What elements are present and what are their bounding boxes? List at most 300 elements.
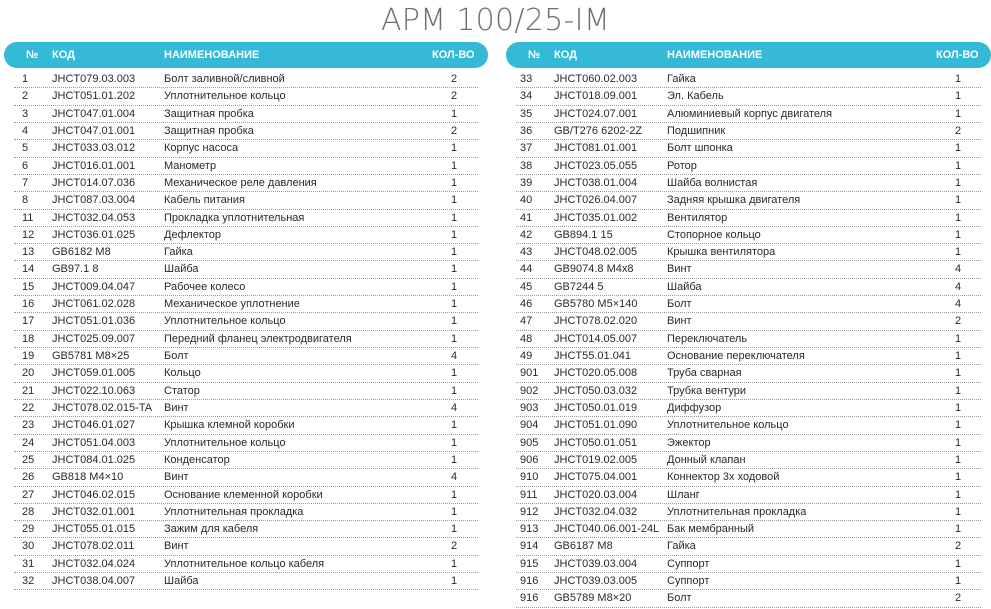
table-row: [506, 383, 991, 400]
column-header-num: №: [528, 49, 541, 61]
cell-name: Суппорт: [667, 557, 710, 570]
table-row: [4, 88, 488, 105]
cell-code: JHCT039.03.004: [554, 557, 638, 570]
cell-qty: 1: [954, 367, 962, 380]
cell-code: JHCT039.03.005: [554, 575, 638, 588]
cell-num: 905: [520, 436, 539, 449]
cell-code: JHCT051.01.036: [52, 315, 136, 328]
cell-name: Винт: [667, 315, 692, 328]
table-row: [4, 487, 488, 504]
cell-qty: 1: [954, 90, 962, 103]
cell-code: JHCT051.04.003: [52, 436, 136, 449]
table-row: [506, 504, 991, 521]
cell-num: 20: [22, 367, 35, 380]
cell-code: JHCT050.03.032: [554, 384, 638, 397]
cell-name: Уплотнительное кольцо: [164, 436, 286, 449]
cell-num: 21: [22, 384, 35, 397]
table-row: [506, 175, 991, 192]
table-row: [506, 192, 991, 209]
table-row: [4, 573, 488, 590]
cell-qty: 1: [954, 505, 962, 518]
table-row: [506, 538, 991, 555]
cell-code: JHCT018.09.001: [554, 90, 638, 103]
cell-qty: 2: [450, 124, 458, 137]
cell-qty: 4: [954, 298, 962, 311]
table-row: [506, 452, 991, 469]
cell-code: JHCT032.01.001: [52, 505, 136, 518]
cell-name: Защитная пробка: [164, 107, 254, 120]
table-row: [4, 210, 488, 227]
cell-qty: 1: [954, 419, 962, 432]
cell-qty: 1: [450, 557, 458, 570]
column-header-name: НАИМЕНОВАНИЕ: [667, 49, 763, 61]
cell-qty: 1: [450, 228, 458, 241]
cell-name: Уплотнительное кольцо кабеля: [164, 557, 325, 570]
cell-qty: 1: [954, 401, 962, 414]
cell-qty: 1: [450, 384, 458, 397]
cell-num: 29: [22, 523, 35, 536]
table-row: [506, 106, 991, 123]
cell-name: Винт: [164, 471, 189, 484]
table-row: [4, 279, 488, 296]
cell-num: 11: [22, 211, 34, 224]
cell-code: JHCT078.02.011: [52, 540, 135, 553]
cell-num: 47: [520, 315, 533, 328]
cell-num: 913: [520, 523, 539, 536]
cell-code: JHCT087.03.004: [52, 194, 136, 207]
cell-num: 28: [22, 505, 35, 518]
cell-qty: 4: [954, 280, 962, 293]
cell-qty: 1: [954, 176, 962, 189]
cell-name: Уплотнительное кольцо: [667, 419, 789, 432]
cell-name: Гайка: [164, 246, 193, 259]
cell-qty: 1: [954, 228, 962, 241]
cell-code: JHCT016.01.001: [52, 159, 136, 172]
cell-qty: 1: [954, 436, 962, 449]
cell-code: JHCT051.01.202: [52, 90, 136, 103]
cell-qty: 2: [954, 124, 962, 137]
cell-code: JHCT051.01.090: [554, 419, 638, 432]
cell-num: 25: [22, 453, 35, 466]
cell-num: 8: [22, 194, 29, 207]
column-header-code: КОД: [52, 49, 75, 61]
cell-name: Шланг: [667, 488, 700, 501]
cell-qty: 1: [954, 142, 962, 155]
cell-code: JHCT023.05.055: [554, 159, 638, 172]
cell-name: Задняя крышка двигателя: [667, 194, 801, 207]
cell-qty: 1: [450, 176, 458, 189]
cell-name: Уплотнительное кольцо: [164, 315, 286, 328]
table-row: [506, 469, 991, 486]
cell-name: Болт: [667, 592, 692, 605]
table-row: [4, 244, 488, 261]
column-header-code: КОД: [554, 49, 577, 61]
cell-qty: 2: [954, 592, 962, 605]
cell-code: JHCT020.03.004: [554, 488, 638, 501]
cell-code: JHCT032.04.024: [52, 557, 136, 570]
cell-num: 42: [520, 228, 533, 241]
cell-qty: 2: [954, 315, 962, 328]
cell-code: JHCT081.01.001: [554, 142, 638, 155]
cell-code: JHCT047.01.001: [52, 124, 136, 137]
cell-name: Трубка вентури: [667, 384, 746, 397]
cell-qty: 1: [954, 575, 962, 588]
cell-code: JHCT046.02.015: [52, 488, 136, 501]
table-row: [506, 261, 991, 278]
cell-code: JHCT032.04.053: [52, 211, 136, 224]
cell-qty: 1: [954, 488, 962, 501]
cell-name: Эл. Кабель: [667, 90, 724, 103]
table-row: [4, 383, 488, 400]
cell-code: JHCT022.10.063: [52, 384, 136, 397]
cell-name: Донный клапан: [667, 453, 746, 466]
cell-num: 41: [520, 211, 533, 224]
cell-qty: 2: [450, 73, 458, 85]
table-row: [506, 590, 991, 607]
cell-qty: 1: [450, 453, 458, 466]
cell-qty: 1: [954, 523, 962, 536]
table-row: [4, 140, 488, 157]
table-row: [506, 227, 991, 244]
cell-code: JHCT032.04.032: [554, 505, 638, 518]
cell-qty: 1: [954, 107, 962, 120]
table-row: [4, 400, 488, 417]
cell-code: GB/T276 6202-2Z: [554, 124, 643, 137]
table-body: [506, 71, 991, 608]
cell-name: Механическое уплотнение: [164, 298, 300, 311]
cell-name: Эжектор: [667, 436, 711, 449]
cell-num: 48: [520, 332, 533, 345]
table-row: [4, 296, 488, 313]
table-row: [4, 71, 488, 88]
cell-code: GB7244 5: [554, 280, 604, 293]
cell-code: JHCT55.01.041: [554, 350, 632, 362]
cell-num: 910: [520, 471, 539, 484]
cell-num: 13: [22, 246, 35, 259]
cell-num: 22: [22, 401, 35, 414]
cell-code: JHCT055.01.015: [52, 523, 136, 536]
cell-qty: 1: [450, 488, 458, 501]
cell-name: Корпус насоса: [164, 142, 239, 155]
cell-code: JHCT026.04.007: [554, 194, 638, 207]
cell-num: 43: [520, 246, 533, 259]
cell-code: GB5789 M8×20: [554, 592, 632, 605]
cell-qty: 1: [450, 194, 458, 207]
cell-name: Конденсатор: [164, 453, 230, 466]
cell-num: 902: [520, 384, 539, 397]
cell-num: 17: [22, 315, 35, 328]
cell-name: Алюминиевый корпус двигателя: [667, 107, 833, 120]
cell-code: JHCT014.07.036: [52, 176, 136, 189]
table-row: [4, 158, 488, 175]
table-row: [4, 261, 488, 278]
cell-name: Переключатель: [667, 332, 748, 345]
cell-qty: 1: [954, 211, 962, 224]
table-row: [506, 123, 991, 140]
table-row: [506, 296, 991, 313]
cell-qty: 4: [954, 263, 962, 276]
cell-num: 36: [520, 124, 533, 137]
cell-code: GB5780 M5×140: [554, 298, 638, 311]
cell-name: Прокладка уплотнительная: [164, 211, 305, 224]
table-body: [4, 71, 488, 590]
cell-num: 12: [22, 228, 35, 241]
cell-name: Болт заливной/сливной: [164, 73, 285, 85]
cell-qty: 1: [450, 436, 458, 449]
table-row: [4, 313, 488, 330]
cell-num: 40: [520, 194, 533, 207]
cell-name: Шайба: [164, 263, 199, 276]
cell-num: 30: [22, 540, 35, 553]
cell-code: JHCT048.02.005: [554, 246, 638, 259]
cell-qty: 1: [954, 384, 962, 397]
cell-name: Стопорное кольцо: [667, 228, 761, 241]
table-row: [4, 348, 488, 365]
cell-code: JHCT038.01.004: [554, 176, 638, 189]
cell-code: JHCT036.01.025: [52, 228, 136, 241]
cell-code: JHCT038.04.007: [52, 575, 136, 588]
cell-name: Рабочее колесо: [164, 280, 246, 293]
cell-qty: 1: [954, 73, 962, 85]
cell-code: JHCT078.02.015-TA: [52, 401, 153, 414]
cell-name: Винт: [667, 263, 692, 276]
cell-name: Уплотнительное кольцо: [164, 90, 286, 103]
cell-num: 911: [520, 488, 538, 501]
table-row: [4, 227, 488, 244]
cell-name: Крышка клемной коробки: [164, 419, 295, 432]
cell-num: 914: [520, 540, 539, 553]
cell-code: JHCT061.02.028: [52, 298, 136, 311]
cell-name: Бак мембранный: [667, 523, 755, 536]
cell-code: JHCT078.02.020: [554, 315, 638, 328]
table-row: [4, 106, 488, 123]
parts-table-left: [4, 42, 488, 590]
parts-table-right: [506, 42, 991, 608]
table-row: [506, 71, 991, 88]
table-row: [4, 435, 488, 452]
cell-num: 6: [22, 159, 29, 172]
cell-code: JHCT075.04.001: [554, 471, 638, 484]
cell-num: 2: [22, 90, 29, 103]
cell-qty: 1: [450, 332, 458, 345]
cell-code: JHCT019.02.005: [554, 453, 638, 466]
cell-name: Дефлектор: [164, 228, 221, 241]
cell-code: JHCT033.03.012: [52, 142, 136, 155]
cell-name: Зажим для кабеля: [164, 523, 259, 536]
cell-code: JHCT014.05.007: [554, 332, 638, 345]
cell-name: Крышка вентилятора: [667, 246, 776, 259]
table-row: [506, 313, 991, 330]
table-row: [4, 192, 488, 209]
cell-num: 49: [520, 350, 533, 362]
cell-qty: 1: [450, 280, 458, 293]
table-row: [506, 244, 991, 261]
cell-qty: 1: [954, 350, 962, 362]
cell-num: 916: [520, 575, 539, 588]
cell-num: 912: [520, 505, 539, 518]
cell-qty: 1: [450, 575, 458, 588]
table-row: [506, 348, 991, 365]
cell-num: 903: [520, 401, 539, 414]
cell-num: 33: [520, 73, 533, 85]
cell-code: GB894.1 15: [554, 228, 613, 241]
cell-num: 3: [22, 107, 29, 120]
table-row: [4, 331, 488, 348]
cell-qty: 1: [450, 505, 458, 518]
table-row: [4, 504, 488, 521]
cell-qty: 1: [450, 298, 458, 311]
cell-code: GB6182 M8: [52, 246, 111, 259]
cell-num: 5: [22, 142, 29, 155]
cell-code: JHCT050.01.051: [554, 436, 638, 449]
cell-code: GB6187 M8: [554, 540, 613, 553]
page-title: APM 100/25-IM: [380, 3, 611, 38]
cell-qty: 1: [954, 246, 962, 259]
cell-qty: 1: [954, 471, 962, 484]
cell-name: Передний фланец электродвигателя: [164, 332, 352, 345]
table-row: [506, 487, 991, 504]
cell-qty: 1: [450, 246, 458, 259]
cell-qty: 1: [954, 557, 962, 570]
cell-name: Манометр: [164, 159, 217, 172]
cell-name: Гайка: [667, 73, 696, 85]
cell-qty: 1: [954, 332, 962, 345]
table-row: [4, 417, 488, 434]
cell-num: 24: [22, 436, 35, 449]
cell-num: 7: [22, 176, 29, 189]
cell-qty: 1: [954, 159, 962, 172]
cell-num: 35: [520, 107, 533, 120]
cell-name: Шайба волнистая: [667, 176, 758, 189]
cell-qty: 1: [450, 159, 458, 172]
cell-name: Основание переключателя: [667, 350, 805, 362]
table-row: [4, 538, 488, 555]
table-row: [4, 175, 488, 192]
cell-num: 19: [22, 350, 35, 362]
cell-name: Подшипник: [667, 124, 726, 137]
cell-qty: 2: [954, 540, 962, 553]
cell-name: Ротор: [667, 159, 697, 172]
cell-name: Шайба: [164, 575, 199, 588]
cell-code: GB97.1 8: [52, 263, 99, 276]
table-row: [4, 521, 488, 538]
table-row: [4, 365, 488, 382]
cell-num: 906: [520, 453, 539, 466]
cell-num: 39: [520, 176, 533, 189]
table-row: [506, 140, 991, 157]
cell-qty: 1: [450, 107, 458, 120]
cell-num: 34: [520, 90, 533, 103]
table-row: [506, 88, 991, 105]
cell-code: JHCT040.06.001-24L: [554, 523, 660, 536]
table-row: [506, 158, 991, 175]
cell-name: Защитная пробка: [164, 124, 254, 137]
cell-qty: 1: [954, 453, 962, 466]
cell-num: 31: [22, 557, 35, 570]
cell-code: JHCT059.01.005: [52, 367, 136, 380]
cell-code: JHCT084.01.025: [52, 453, 136, 466]
cell-num: 45: [520, 280, 533, 293]
cell-code: JHCT025.09.007: [52, 332, 136, 345]
cell-qty: 4: [450, 401, 458, 414]
cell-qty: 1: [954, 194, 962, 207]
cell-name: Труба сварная: [667, 367, 742, 380]
cell-num: 38: [520, 159, 533, 172]
cell-name: Статор: [164, 384, 200, 397]
cell-name: Винт: [164, 401, 189, 414]
cell-name: Суппорт: [667, 575, 710, 588]
cell-num: 915: [520, 557, 539, 570]
cell-code: JHCT046.01.027: [52, 419, 136, 432]
table-header: [506, 42, 991, 68]
cell-num: 916: [520, 592, 539, 605]
cell-name: Вентилятор: [667, 211, 728, 224]
cell-num: 26: [22, 471, 35, 484]
cell-code: GB818 M4×10: [52, 471, 124, 484]
cell-num: 18: [22, 332, 35, 345]
cell-qty: 2: [450, 540, 458, 553]
table-row: [506, 210, 991, 227]
table-row: [506, 417, 991, 434]
column-header-num: №: [26, 49, 39, 61]
cell-num: 14: [22, 263, 35, 276]
cell-name: Шайба: [667, 280, 702, 293]
cell-qty: 2: [450, 90, 458, 103]
column-header-qty: КОЛ-ВО: [936, 49, 979, 61]
table-row: [506, 556, 991, 573]
cell-name: Винт: [164, 540, 189, 553]
cell-code: GB9074.8 M4x8: [554, 263, 634, 276]
cell-qty: 1: [450, 419, 458, 432]
column-header-qty: КОЛ-ВО: [432, 49, 475, 61]
cell-qty: 4: [450, 350, 458, 362]
cell-num: 904: [520, 419, 539, 432]
cell-num: 16: [22, 298, 35, 311]
cell-num: 23: [22, 419, 35, 432]
table-row: [506, 573, 991, 590]
table-header: [4, 42, 488, 68]
cell-qty: 1: [450, 367, 458, 380]
cell-qty: 1: [450, 523, 458, 536]
table-row: [506, 400, 991, 417]
cell-code: JHCT035.01.002: [554, 211, 638, 224]
cell-qty: 1: [450, 211, 458, 224]
table-row: [506, 365, 991, 382]
cell-qty: 1: [450, 263, 458, 276]
cell-code: JHCT047.01.004: [52, 107, 136, 120]
cell-code: JHCT079.03.003: [52, 73, 136, 85]
cell-code: JHCT050.01.019: [554, 401, 638, 414]
cell-name: Гайка: [667, 540, 696, 553]
cell-code: JHCT020.05.008: [554, 367, 638, 380]
cell-num: 44: [520, 263, 533, 276]
cell-name: Болт: [164, 350, 189, 362]
cell-num: 15: [22, 280, 35, 293]
cell-qty: 4: [450, 471, 458, 484]
column-header-name: НАИМЕНОВАНИЕ: [164, 49, 260, 61]
table-row: [506, 521, 991, 538]
cell-name: Кабель питания: [164, 194, 245, 207]
cell-name: Кольцо: [164, 367, 201, 380]
cell-name: Болт: [667, 298, 692, 311]
cell-code: JHCT009.04.047: [52, 280, 136, 293]
cell-name: Болт шпонка: [667, 142, 733, 155]
table-row: [506, 331, 991, 348]
cell-qty: 1: [450, 142, 458, 155]
cell-num: 1: [22, 73, 29, 85]
cell-qty: 1: [450, 315, 458, 328]
table-row: [506, 279, 991, 296]
